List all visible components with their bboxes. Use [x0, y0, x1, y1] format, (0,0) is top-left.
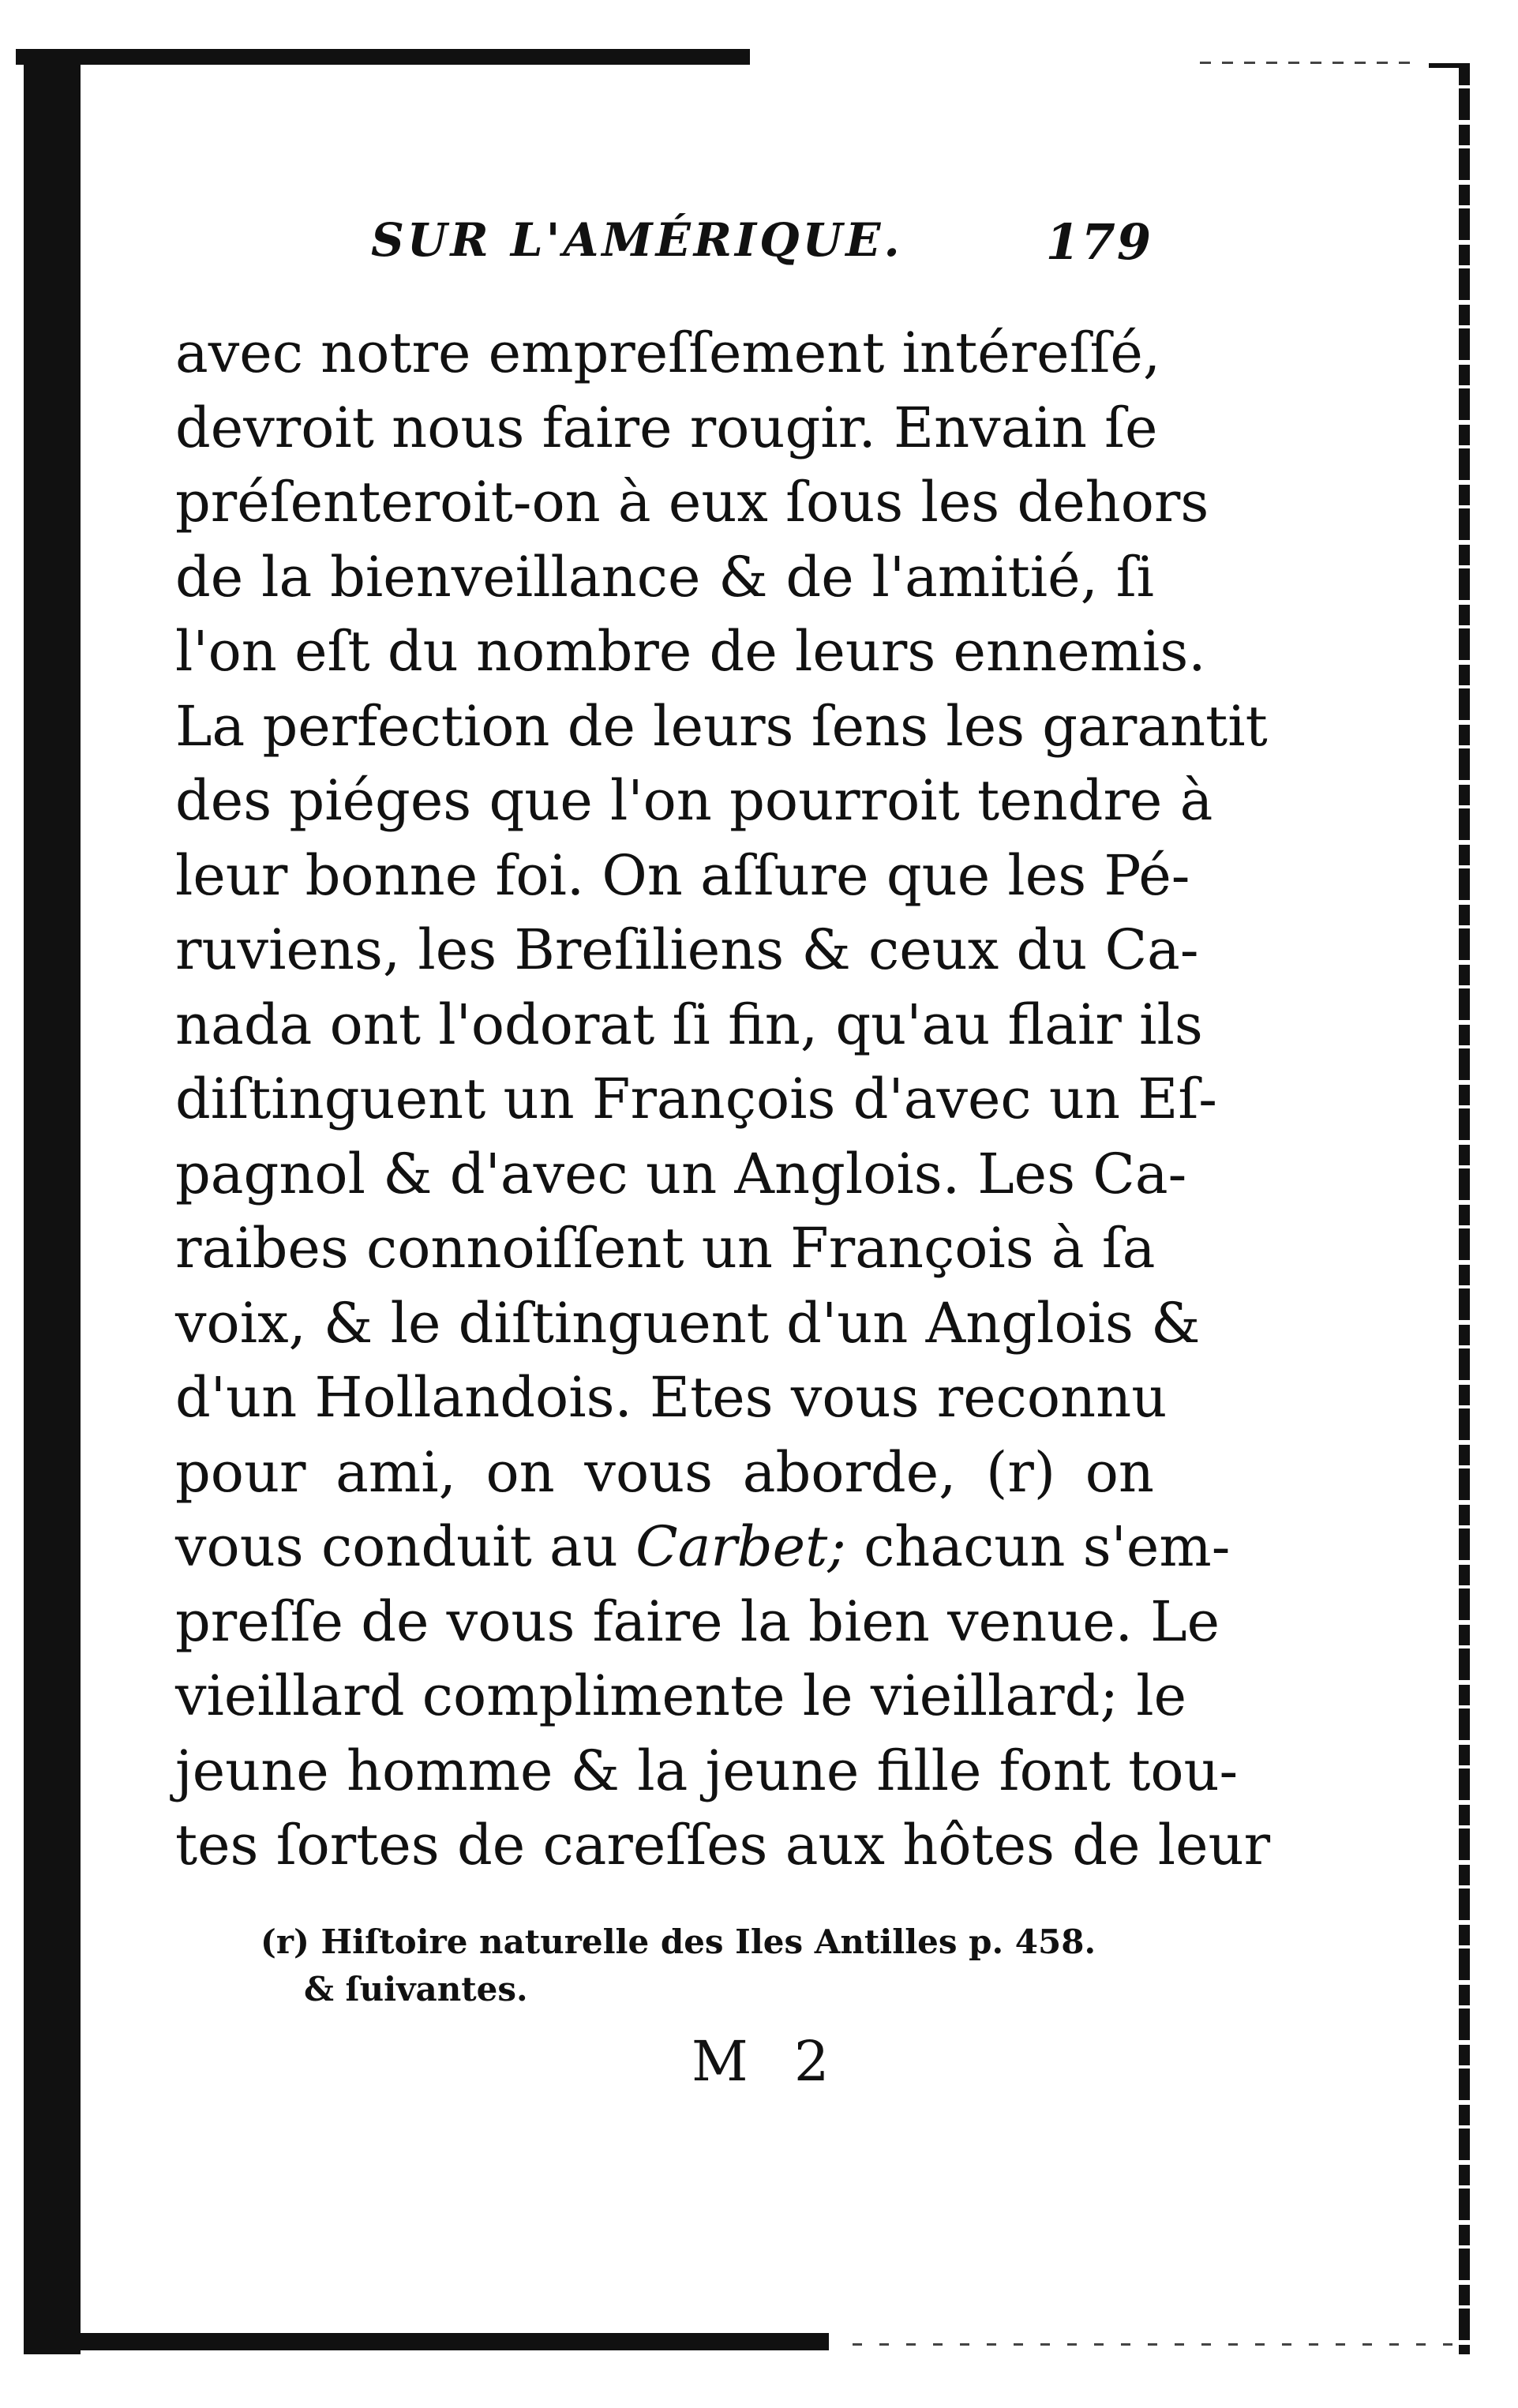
scan-dashes-top — [1200, 62, 1421, 64]
italic-term: Carbet; — [635, 1514, 846, 1579]
text-line: diſtinguent un François d'avec un Eſ- — [175, 1067, 1217, 1131]
text-line: nada ont l'odorat ſi fin, qu'au flair ils — [175, 992, 1203, 1057]
page-body — [175, 316, 1271, 1883]
footnote — [260, 1919, 1153, 2013]
scan-border-bottom — [24, 2333, 829, 2350]
text-line: voix, & le diſtinguent d'un Anglois & — [175, 1290, 1201, 1356]
text-line: jeune homme & la jeune fille font tou- — [175, 1738, 1239, 1803]
text-line: d'un Hollandois. Etes vous reconnu — [175, 1365, 1168, 1430]
text-line-carbet — [175, 1510, 1231, 1585]
scan-border-top — [16, 49, 750, 65]
scan-border-left — [24, 57, 81, 2354]
text-line: de la bienveillance & de l'amitié, ſi — [175, 544, 1154, 610]
text-line: La perfection de leurs ſens les garantit — [175, 693, 1268, 759]
text-line: préſenteroit-on à eux ſous les dehors — [175, 470, 1209, 534]
text-line: avec notre empreſſement intéreſſé, — [175, 321, 1161, 385]
text-line: l'on eſt du nombre de leurs ennemis. — [175, 619, 1206, 684]
running-title: SUR L'AMÉRIQUE. — [371, 213, 903, 267]
running-head — [371, 213, 1153, 284]
footnote-line: (r) Hiſtoire naturelle des Iles Antilles p. 458. — [260, 1922, 1096, 1961]
text-line: raibes connoiſſent un François à ſa — [175, 1216, 1156, 1281]
page-number: 179 — [1045, 213, 1153, 271]
text-line: pour ami, on vous aborde, (r) on — [175, 1439, 1154, 1505]
text-line: des piéges que l'on pourroit tendre à — [175, 768, 1213, 833]
text-segment: vous conduit au — [175, 1514, 636, 1579]
scan-border-right-top — [1429, 63, 1470, 68]
text-line: ruviens, les Breſiliens & ceux du Ca- — [175, 917, 1199, 982]
text-line: tes ſortes de careſſes aux hôtes de leur — [175, 1813, 1271, 1877]
text-line: devroit nous faire rougir. Envain ſe — [175, 395, 1158, 460]
text-line: preſſe de vous faire la bien venue. Le — [175, 1588, 1220, 1654]
signature-mark: M 2 — [692, 2029, 844, 2094]
text-segment: chacun s'em- — [845, 1514, 1231, 1579]
text-line: vieillard complimente le vieillard; le — [175, 1663, 1187, 1728]
text-line: leur bonne foi. On aſſure que les Pé- — [175, 842, 1190, 908]
text-line: pagnol & d'avec un Anglois. Les Ca- — [175, 1141, 1187, 1206]
scan-dashes-bottom — [853, 2343, 1452, 2346]
footnote-line: & ſuivantes. — [304, 1970, 528, 2009]
scan-border-right — [1459, 65, 1470, 2354]
